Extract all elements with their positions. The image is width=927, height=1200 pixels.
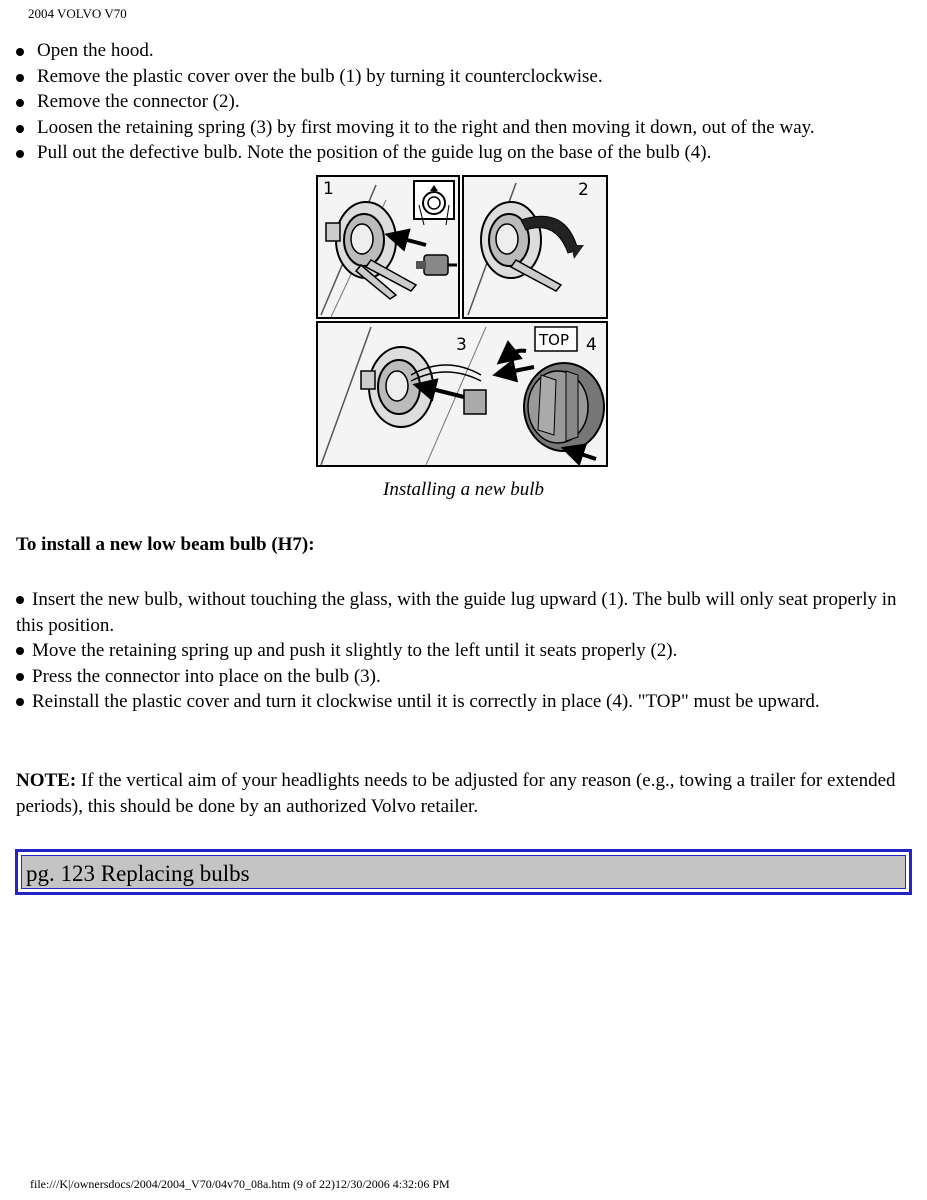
list-item xyxy=(16,587,911,638)
panel-number: 3 xyxy=(456,335,467,355)
list-item xyxy=(16,664,911,690)
figure-panel-3-4 xyxy=(317,322,607,466)
panel-number: 2 xyxy=(578,180,589,200)
panel-number: 1 xyxy=(323,179,334,199)
list-item-text: Insert the new bulb, without touching the glass, with the guide lug upward (1). The bulb will only seat properly in this position. xyxy=(16,589,897,636)
page-header: 2004 VOLVO V70 xyxy=(28,6,127,21)
page-footer: file:///K|/ownersdocs/2004/2004_V70/04v70_08a.htm (9 of 22)12/30/2006 4:32:06 PM xyxy=(30,1177,450,1191)
bullet-icon xyxy=(16,647,24,655)
list-item xyxy=(16,689,911,715)
section-heading: To install a new low beam bulb (H7): xyxy=(16,534,315,555)
note-text: If the vertical aim of your headlights needs to be adjusted for any reason (e.g., towing a trailer for extended periods), this should be done by an authorized Volvo retailer. xyxy=(16,770,896,817)
list-item: Loosen the retaining spring (3) by first moving it to the right and then moving it down, out of the way. xyxy=(16,115,916,141)
figure-panel-2 xyxy=(463,176,607,318)
note-label: NOTE: xyxy=(16,770,77,791)
figure-panel-1 xyxy=(317,176,459,318)
list-item xyxy=(16,638,911,664)
list-item: Remove the connector (2). xyxy=(16,89,916,115)
figure-caption: Installing a new bulb xyxy=(383,479,544,500)
list-item: Open the hood. xyxy=(16,38,916,64)
list-item-text: Reinstall the plastic cover and turn it clockwise until it is correctly in place (4). "TOP" must be upward. xyxy=(32,691,820,713)
bullet-icon xyxy=(16,596,24,604)
note-paragraph xyxy=(16,768,911,819)
list-item-text: Press the connector into place on the bulb (3). xyxy=(32,665,381,687)
page-nav-label[interactable]: pg. 123 Replacing bulbs xyxy=(26,861,250,886)
top-label: TOP xyxy=(539,331,570,349)
list-item: Pull out the defective bulb. Note the position of the guide lug on the base of the bulb (4). xyxy=(16,140,916,166)
page-nav-inner xyxy=(21,855,906,889)
install-steps-list xyxy=(16,587,911,715)
panel-number: 4 xyxy=(586,335,597,355)
bullet-icon xyxy=(16,698,24,706)
bullet-icon xyxy=(16,673,24,681)
list-item: Remove the plastic cover over the bulb (1) by turning it counterclockwise. xyxy=(16,64,916,90)
removal-steps-list xyxy=(16,38,916,166)
bulb-installation-figure xyxy=(316,175,608,467)
list-item-text: Move the retaining spring up and push it slightly to the left until it seats properly (2). xyxy=(32,640,678,662)
page-nav-box[interactable] xyxy=(15,849,912,895)
